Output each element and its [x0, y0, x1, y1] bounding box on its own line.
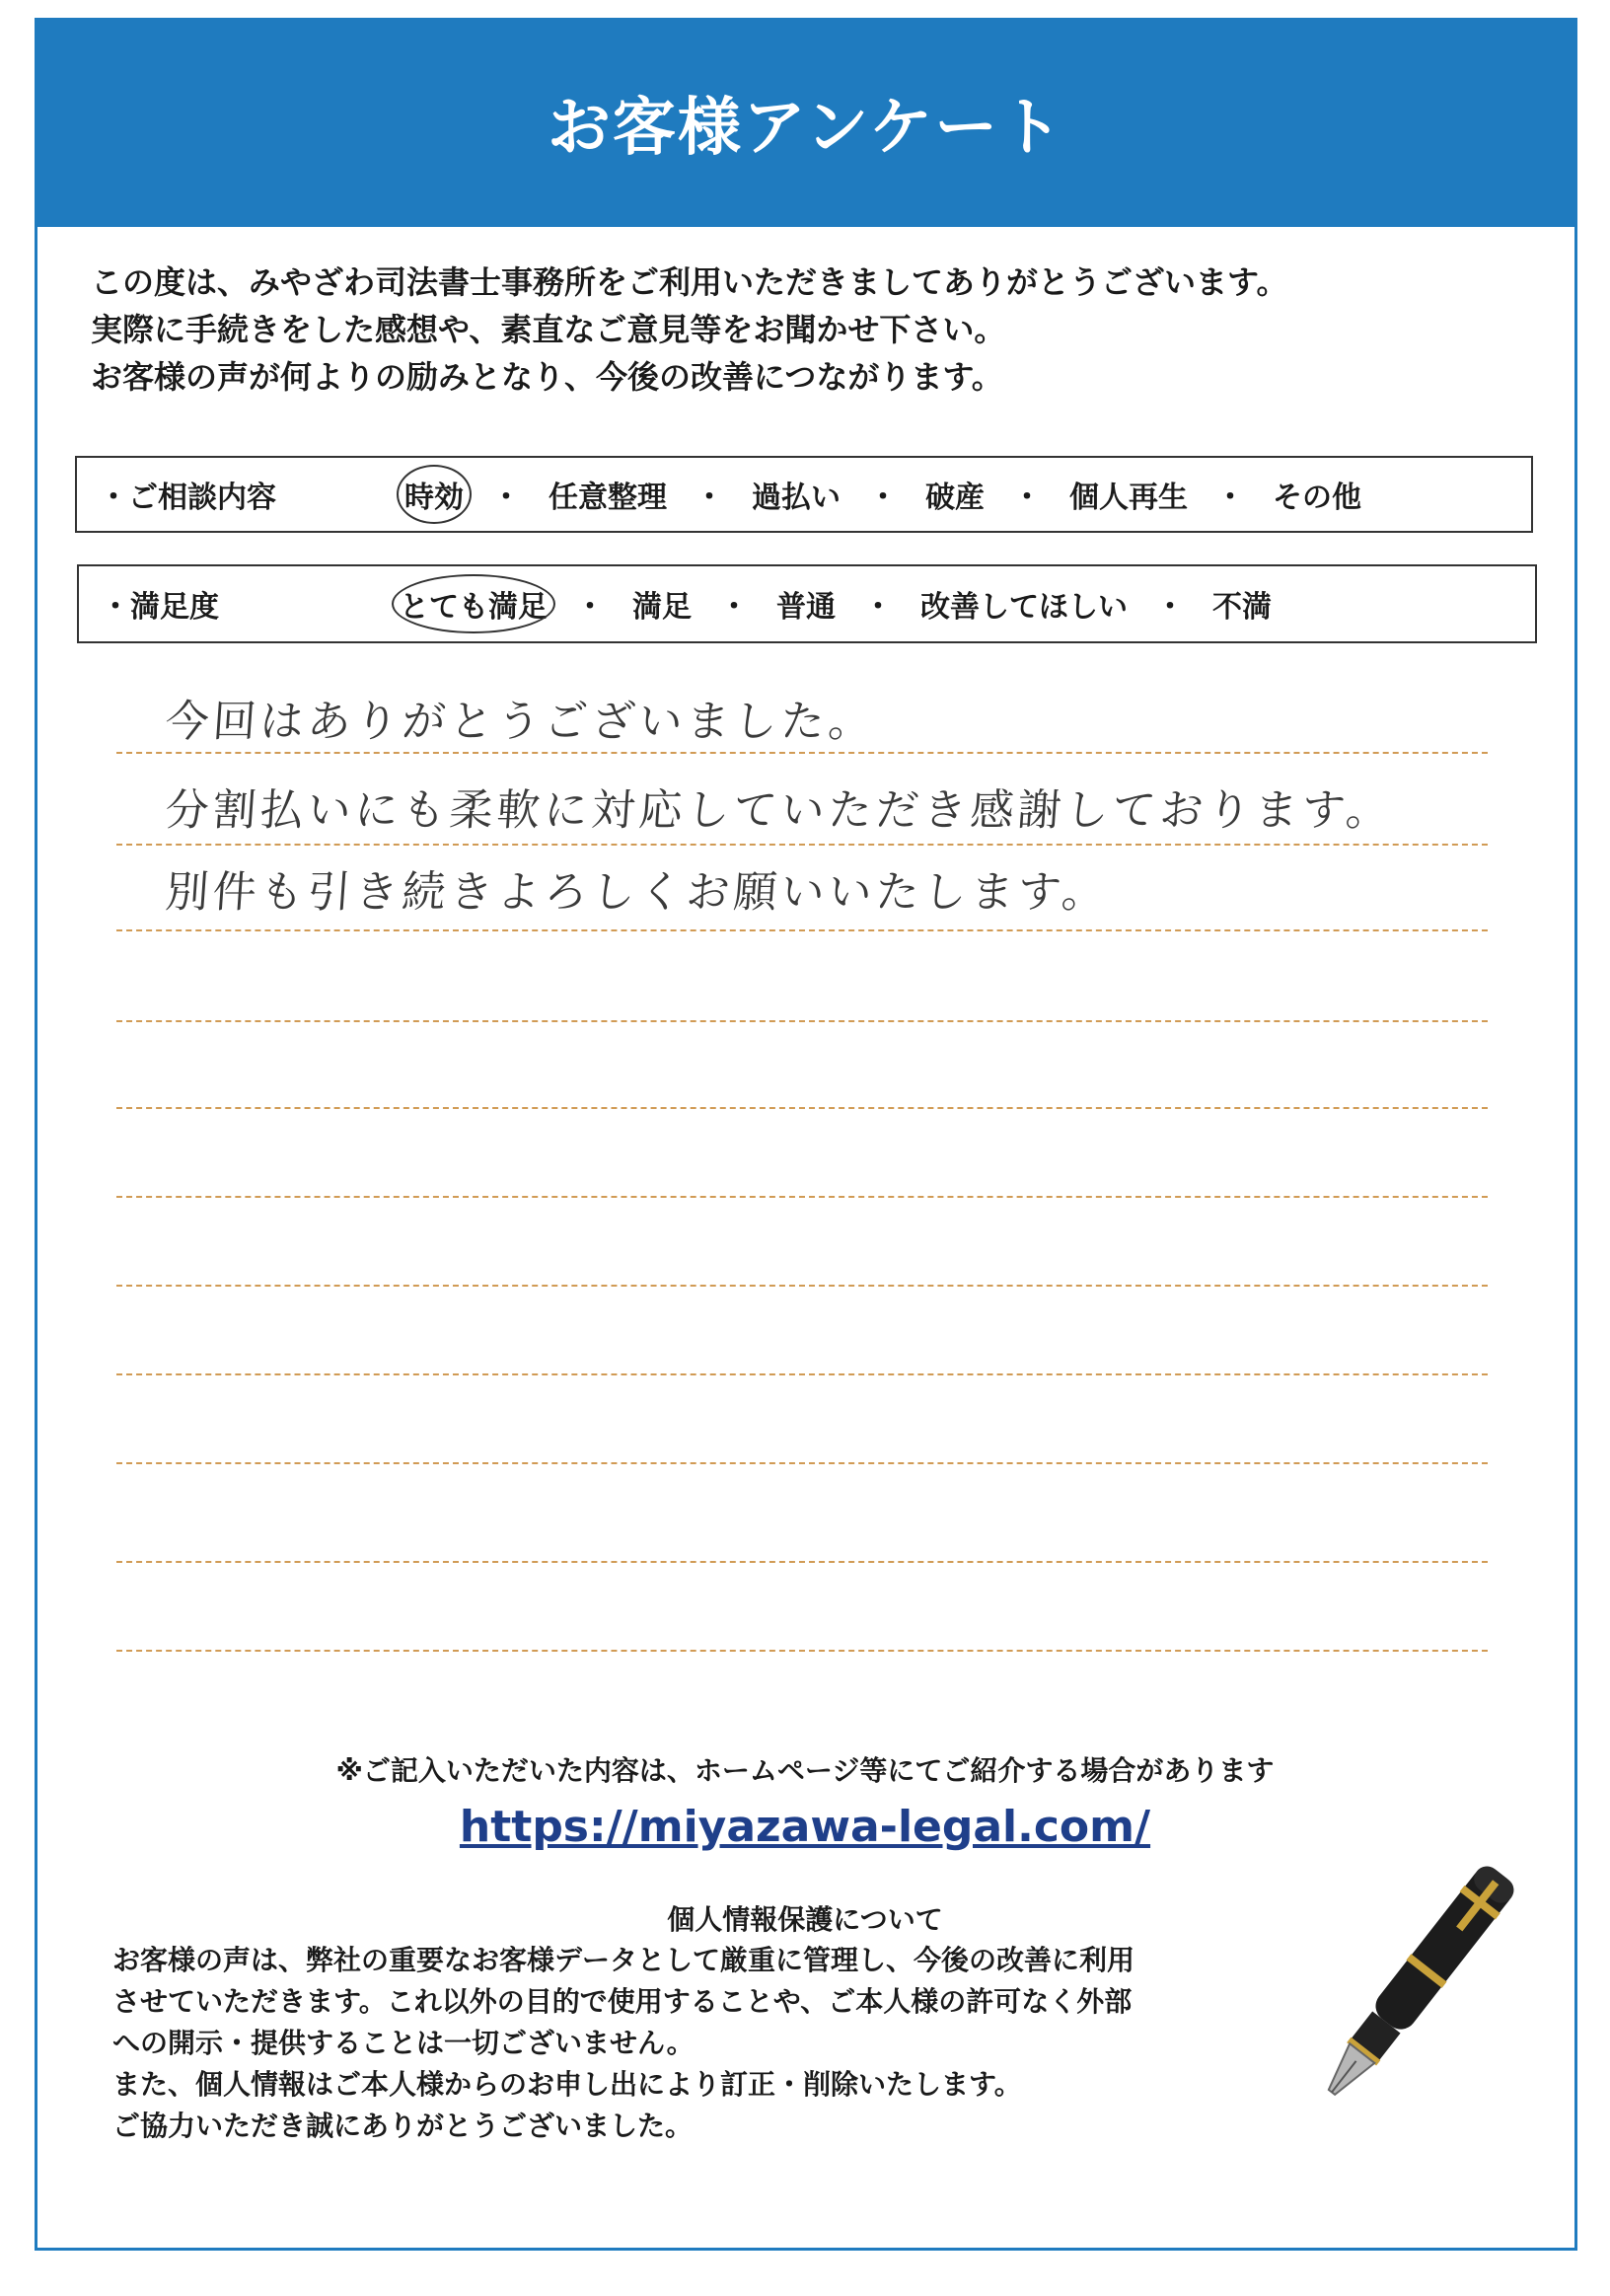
option-separator: ・	[695, 481, 724, 515]
satisfaction-option[interactable]: 改善してほしい	[920, 590, 1128, 625]
writing-line	[116, 929, 1488, 931]
consultation-options	[404, 473, 1361, 516]
satisfaction-option[interactable]: 普通	[776, 590, 836, 625]
privacy-line: お客様の声は、弊社の重要なお客様データとして厳重に管理し、今後の改善に利用	[112, 1944, 1135, 1976]
consultation-option[interactable]: 破産	[925, 481, 985, 515]
writing-line	[116, 1373, 1488, 1375]
privacy-line: ご協力いただき誠にありがとうございました。	[112, 2110, 694, 2142]
option-separator: ・	[1012, 481, 1042, 515]
intro-line: お客様の声が何よりの励みとなり、今後の改善につながります。	[91, 358, 1003, 396]
privacy-title: 個人情報保護について	[667, 1903, 943, 1936]
satisfaction-label: ・満足度	[101, 590, 219, 625]
writing-line	[116, 1561, 1488, 1563]
header-banner	[35, 18, 1577, 227]
writing-line	[116, 1020, 1488, 1022]
fountain-pen-icon	[1282, 1843, 1539, 2139]
intro-text	[91, 259, 1287, 401]
satisfaction-option[interactable]: とても満足	[400, 582, 548, 626]
satisfaction-options	[400, 582, 1272, 626]
privacy-text	[112, 1940, 1134, 2147]
consultation-label: ・ご相談内容	[99, 481, 276, 515]
consultation-option[interactable]: 任意整理	[549, 481, 667, 515]
handwritten-comment-line: 分割払いにも柔軟に対応していただき感謝しております。	[163, 785, 1395, 836]
satisfaction-option[interactable]: 不満	[1212, 590, 1272, 625]
option-separator: ・	[863, 590, 893, 625]
writing-line	[116, 1107, 1488, 1109]
privacy-line: また、個人情報はご本人様からのお申し出により訂正・削除いたします。	[112, 2068, 1022, 2101]
writing-line	[116, 1196, 1488, 1198]
website-link[interactable]: https://miyazawa-legal.com/	[459, 1802, 1151, 1852]
intro-line: 実際に手続きをした感想や、素直なご意見等をお聞かせ下さい。	[91, 311, 1006, 348]
consultation-option[interactable]: その他	[1273, 481, 1361, 515]
option-separator: ・	[1155, 590, 1185, 625]
consultation-option[interactable]: 個人再生	[1069, 481, 1188, 515]
satisfaction-option[interactable]: 満足	[632, 590, 692, 625]
option-separator: ・	[1215, 481, 1245, 515]
consultation-option[interactable]: 過払い	[752, 481, 841, 515]
writing-line	[116, 844, 1488, 846]
intro-line: この度は、みやざわ司法書士事務所をご利用いただきましてありがとうございます。	[91, 263, 1288, 301]
option-separator: ・	[868, 481, 898, 515]
option-separator: ・	[575, 590, 605, 625]
handwritten-comment-line: 今回はありがとうございました。	[163, 697, 878, 747]
writing-line	[116, 752, 1488, 754]
writing-line	[116, 1462, 1488, 1464]
publication-notice: ※ご記入いただいた内容は、ホームページ等にてご紹介する場合があります	[335, 1754, 1275, 1787]
handwritten-comment-line: 別件も引き続きよろしくお願いいたします。	[163, 867, 1111, 918]
writing-line	[116, 1285, 1488, 1287]
writing-line	[116, 1650, 1488, 1652]
satisfaction-row	[77, 564, 1537, 643]
option-separator: ・	[491, 481, 521, 515]
privacy-line: させていただきます。これ以外の目的で使用することや、ご本人様の許可なく外部	[112, 1985, 1133, 2018]
option-separator: ・	[719, 590, 749, 625]
consultation-option[interactable]: 時効	[404, 473, 464, 516]
page-title: お客様アンケート	[547, 92, 1065, 165]
privacy-line: への開示・提供することは一切ございません。	[112, 2027, 695, 2059]
consultation-row	[75, 456, 1533, 533]
